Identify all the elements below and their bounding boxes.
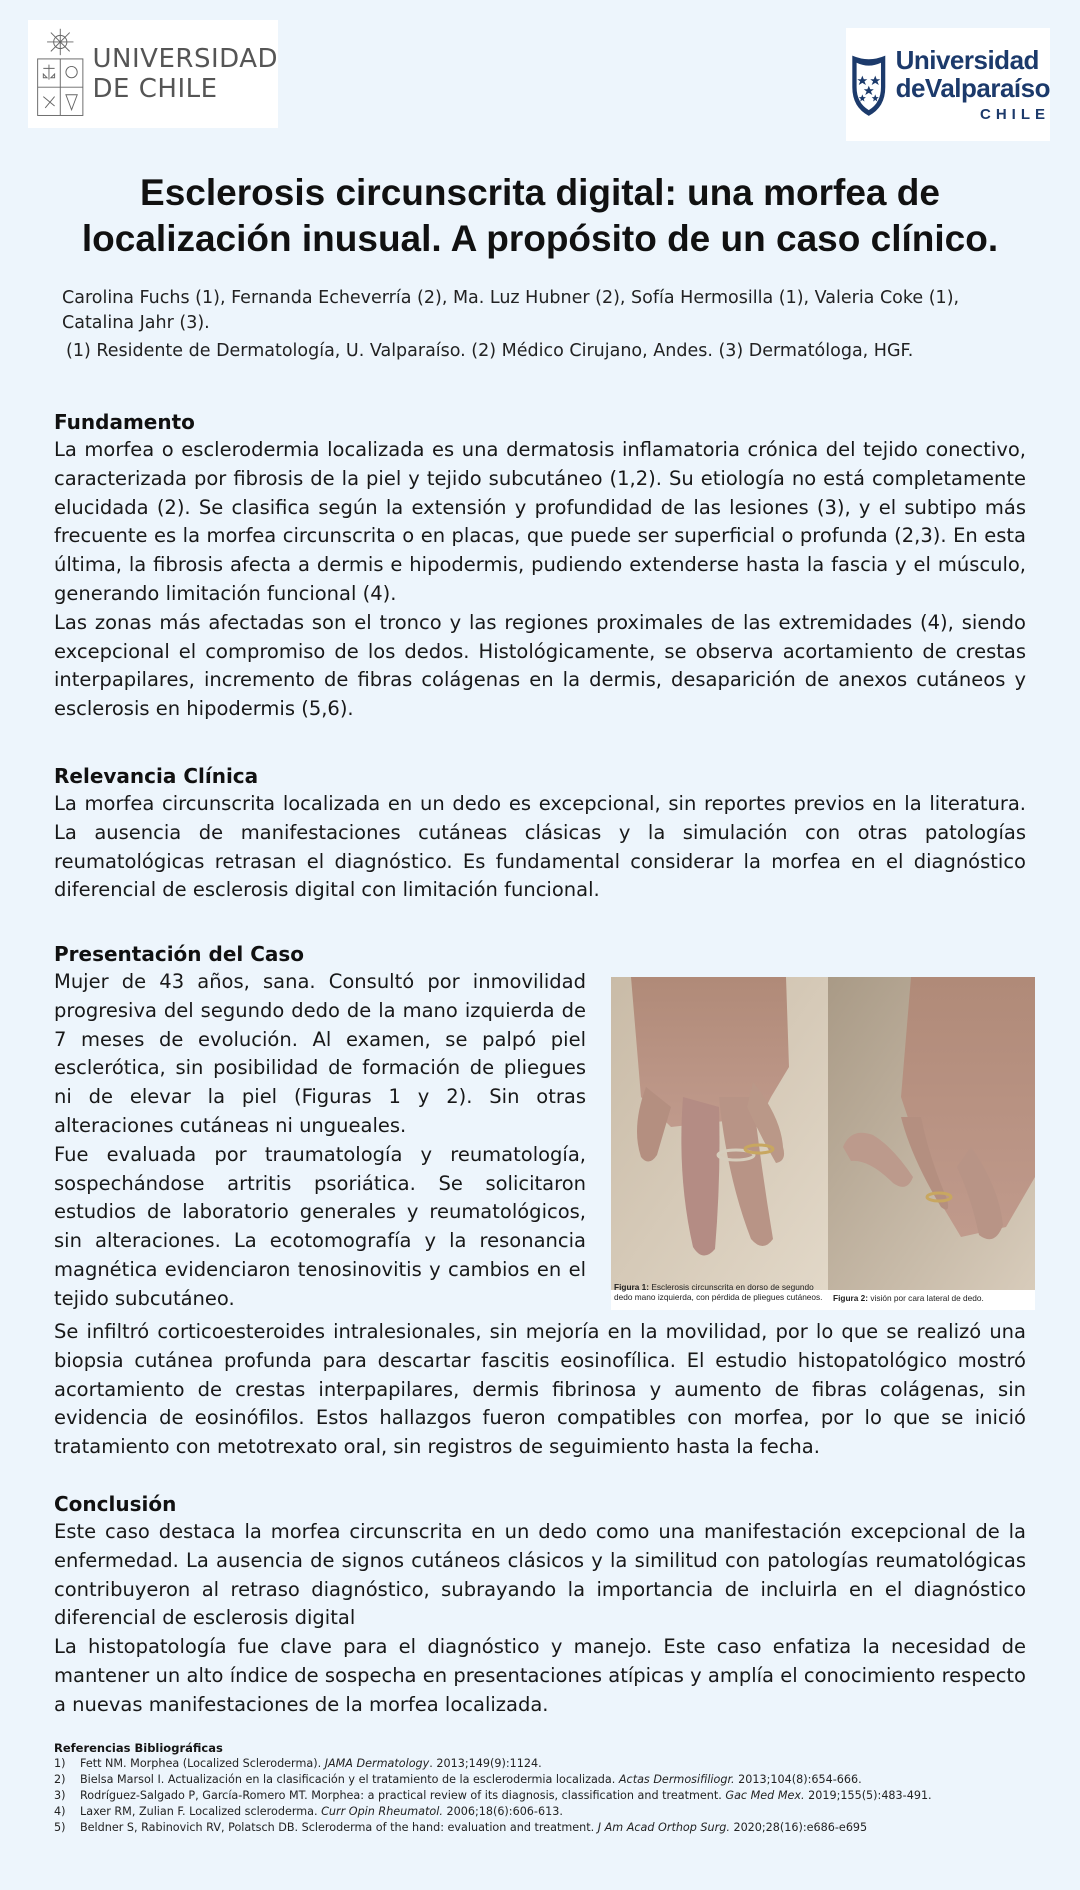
- reference-text: Bielsa Marsol I. Actualización en la clasificación y el tratamiento de la esclerodermia localizada.: [80, 1773, 619, 1786]
- figure-2-text: visión por cara lateral de dedo.: [870, 1293, 984, 1303]
- reference-number: 5): [54, 1821, 66, 1834]
- universidad-de-valparaiso-logo: [846, 28, 1050, 141]
- references-heading: Referencias Bibliográficas: [54, 1741, 223, 1755]
- figure-2-label: Figura 2:: [833, 1293, 869, 1303]
- reference-citation: 2013;104(8):654-666.: [734, 1773, 862, 1786]
- uvalpo-logo-line3: CHILE: [980, 106, 1050, 123]
- section-conclusion: [54, 1490, 1026, 1720]
- uvalpo-logo-line1: Universidad: [895, 45, 1039, 75]
- section-heading: Relevancia Clínica: [54, 764, 259, 788]
- reference-item: [54, 1788, 1026, 1804]
- reference-number: 1): [54, 1757, 66, 1770]
- reference-journal: JAMA Dermatology: [324, 1757, 430, 1770]
- paragraph: Este caso destaca la morfea circunscrita en un dedo como una manifestación excepcional de la enfermedad. La ausencia de signos cutáneos clásicos y la similitud con patologías reumatológicas contribuyeron al retraso diagnóstico, subrayando la importancia de incluirla en el diagnóstico diferencial de esclerosis digital: [54, 1520, 1026, 1630]
- paragraph: Se infiltró corticoesteroides intralesionales, sin mejoría en la movilidad, por lo que se realizó una biopsia cutánea profunda para descartar fascitis eosinofílica. El estudio histopatológico mostró acortamiento de crestas interpapilares, dermis fibrinosa y aumento de fibras colágenas, sin evidencia de eosinófilos. Estos hallazgos fueron compatibles con morfea, por lo que se inició tratamiento con metotrexato oral, sin registros de seguimiento hasta la fecha.: [54, 1320, 1026, 1459]
- reference-text: Fett NM. Morphea (Localized Scleroderma).: [80, 1757, 325, 1770]
- figure-1-photo: [611, 977, 828, 1290]
- paragraph: Fue evaluada por traumatología y reumatología, sospechándose artritis psoriática. Se solicitaron estudios de laboratorio generales y reumatológicos, sin alteraciones. La ecotomografía y la resonancia magnética evidenciaron tenosinovitis y cambios en el tejido subcutáneo.: [54, 1142, 586, 1310]
- figure-2-photo: [828, 977, 1035, 1290]
- affiliations: (1) Residente de Dermatología, U. Valparaíso. (2) Médico Cirujano, Andes. (3) Dermatóloga, HGF.: [66, 341, 914, 361]
- reference-citation: 2006;18(6):606-613.: [442, 1805, 563, 1818]
- paragraph: Mujer de 43 años, sana. Consultó por inmovilidad progresiva del segundo dedo de la mano izquierda de 7 meses de evolución. Al examen, se palpó piel esclerótica, sin posibilidad de formación de pliegues ni de elevar la piel (Figuras 1 y 2). Sin otras alteraciones cutáneas ni ungueales.: [54, 970, 586, 1137]
- reference-text: Beldner S, Rabinovich RV, Polatsch DB. Scleroderma of the hand: evaluation and treatment.: [80, 1821, 598, 1834]
- reference-item: [54, 1772, 1026, 1788]
- reference-item: [54, 1756, 1026, 1772]
- reference-number: 4): [54, 1805, 66, 1818]
- paragraph: Las zonas más afectadas son el tronco y las regiones proximales de las extremidades (4), siendo excepcional el compromiso de los dedos. Histológicamente, se observa acortamiento de crestas interpapilares, incremento de fibras colágenas en la dermis, desaparición de anexos cutáneos y esclerosis en hipodermis (5,6).: [54, 610, 1026, 721]
- reference-number: 2): [54, 1773, 66, 1786]
- authors: Carolina Fuchs (1), Fernanda Echeverría (2), Ma. Luz Hubner (2), Sofía Hermosilla (1), Valeria Coke (1), Catalina Jahr (3).: [62, 288, 960, 333]
- section-fundamento: [54, 408, 1026, 724]
- figure-1-caption: [614, 1282, 829, 1302]
- uchile-logo-line1: UNIVERSIDAD: [92, 44, 278, 74]
- reference-journal: Actas Dermosifiliogr.: [618, 1773, 735, 1786]
- section-heading: Presentación del Caso: [54, 942, 305, 966]
- reference-citation: . 2013;149(9):1124.: [429, 1757, 542, 1770]
- paragraph: La histopatología fue clave para el diagnóstico y manejo. Este caso enfatiza la necesidad de mantener un alto índice de sospecha en presentaciones atípicas y amplía el conocimiento respecto a nuevas manifestaciones de la morfea localizada.: [54, 1635, 1026, 1716]
- reference-journal: J Am Acad Orthop Surg.: [597, 1821, 730, 1834]
- poster-title: Esclerosis circunscrita digital: una morfea de localización inusual. A propósito de un caso clínico.: [81, 172, 999, 259]
- uvalpo-shield-icon: [848, 40, 890, 130]
- paragraph: La morfea circunscrita localizada en un dedo es excepcional, sin reportes previos en la literatura. La ausencia de manifestaciones cutáneas clásicas y la simulación con otras patologías reumatológicas retrasan el diagnóstico. Es fundamental considerar la morfea en el diagnóstico diferencial de esclerosis digital con limitación funcional.: [54, 792, 1026, 902]
- figure-1-label: Figura 1:: [614, 1282, 650, 1292]
- section-heading: Conclusión: [54, 1492, 177, 1516]
- reference-text: Laxer RM, Zulian F. Localized scleroderma.: [80, 1805, 322, 1818]
- reference-item: [54, 1804, 1026, 1820]
- uvalpo-logo-line2: deValparaíso: [895, 73, 1050, 103]
- references: [54, 1740, 1026, 1836]
- section-heading: Fundamento: [54, 410, 195, 434]
- reference-number: 3): [54, 1789, 66, 1802]
- clinical-figure: [611, 977, 1035, 1310]
- figure-2-caption: [833, 1293, 1033, 1303]
- reference-journal: Curr Opin Rheumatol.: [321, 1805, 443, 1818]
- section-presentacion-caso-continued: [54, 1318, 1026, 1462]
- universidad-de-chile-logo: [28, 20, 278, 128]
- reference-journal: Gac Med Mex.: [725, 1789, 805, 1802]
- reference-text: Rodríguez-Salgado P, García-Romero MT. Morphea: a practical review of its diagnosis, classification and treatment.: [80, 1789, 726, 1802]
- section-relevancia-clinica: [54, 762, 1026, 905]
- uchile-logo-line2: DE CHILE: [92, 74, 218, 104]
- figure-1-text: Esclerosis circunscrita en dorso de segundo dedo mano izquierda, con pérdida de pliegues cutáneos.: [614, 1282, 823, 1302]
- hand-photographs: [611, 977, 1035, 1290]
- reference-citation: 2019;155(5):483-491.: [804, 1789, 932, 1802]
- paragraph: La morfea o esclerodermia localizada es una dermatosis inflamatoria crónica del tejido conectivo, caracterizada por fibrosis de la piel y tejido subcutáneo (1,2). Su etiología no está completamente elucidada (2). Se clasifica según la extensión y profundidad de las lesiones (3), y el subtipo más frecuente es la morfea circunscrita o en placas, que puede ser superficial o profunda (2,3). En esta última, la fibrosis afecta a dermis e hipodermis, pudiendo extenderse hasta la fascia y el músculo, generando limitación funcional (4).: [54, 438, 1026, 605]
- reference-item: [54, 1820, 1026, 1836]
- uchile-seal-icon: [32, 24, 89, 124]
- reference-citation: 2020;28(16):e686-e695: [729, 1821, 868, 1834]
